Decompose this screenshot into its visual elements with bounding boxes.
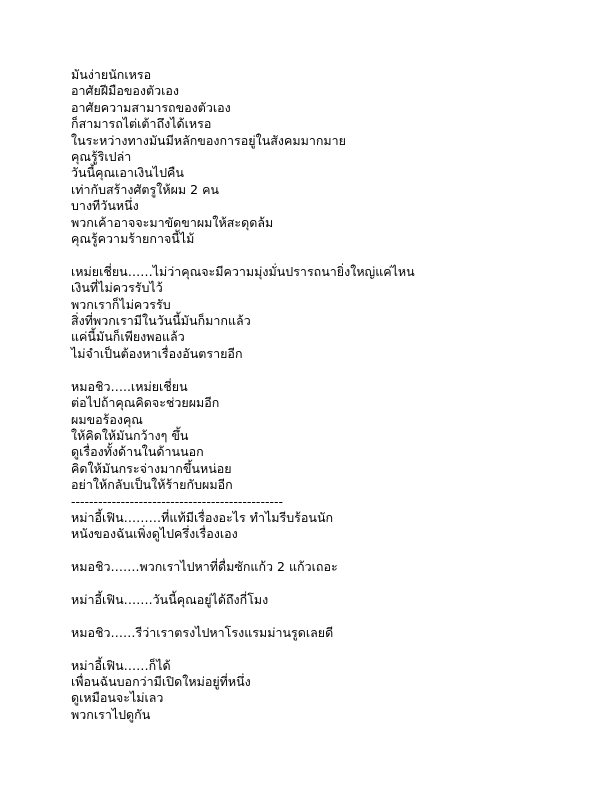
- text-line: มันง่ายนักเหรอ: [71, 67, 152, 82]
- text-line: อย่าให้กลับเป็นให้ร้ายกับผมอีก: [71, 477, 233, 493]
- paragraph-block: [71, 592, 571, 608]
- text-line: เพื่อนฉันบอกว่ามีเปิดใหม่อยู่ที่หนึ่ง: [71, 673, 251, 689]
- document-body: [71, 67, 571, 740]
- text-line: คุณรู้ริเปล่า: [71, 149, 132, 165]
- text-line: ผมขอร้องคุณ: [71, 411, 143, 427]
- text-line: สิ่งที่พวกเรามีในวันนี้มันก็มากแล้ว: [71, 313, 251, 329]
- text-line: ในระหว่างทางมันมีหลักของการอยู่ในสังคมมากมาย: [71, 132, 346, 148]
- separator-line: -----------------------------------------------: [71, 493, 283, 509]
- text-line: เหม่ยเชี่ยน……ไม่ว่าคุณจะมีความมุ่งมั่นปรารถนายิ่งใหญ่แค่ไหน: [71, 263, 415, 279]
- text-line: หมอชิว…….พวกเราไปหาที่ดื่มซักแก้ว 2 แก้วเถอะ: [71, 559, 338, 575]
- paragraph-block: [71, 264, 571, 362]
- text-line: คุณรู้ความร้ายกาจนี้ไม้: [71, 231, 195, 247]
- text-line: ก็สามารถไต่เต้าถึงได้เหรอ: [71, 116, 212, 132]
- text-line: วันนี้คุณเอาเงินไปคืน: [71, 165, 184, 181]
- text-line: อาศัยความสามารถของตัวเอง: [71, 99, 231, 115]
- text-line: อาศัยฝีมือของตัวเอง: [71, 83, 180, 99]
- text-line: เท่ากับสร้างศัตรูให้ผม 2 คน: [71, 181, 219, 197]
- paragraph-block: [71, 559, 571, 575]
- text-line: หม่าอี้เฟิน…….วันนี้คุณอยู่ได้ถึงกี่โมง: [71, 591, 269, 607]
- text-line: พวกเราก็ไม่ควรรับ: [71, 296, 171, 312]
- text-line: เงินที่ไม่ควรรับไว้: [71, 280, 163, 296]
- paragraph-block: [71, 625, 571, 641]
- text-line: หมอชิว…..เหม่ยเชี่ยน: [71, 378, 188, 394]
- text-line: แค่นี้มันก็เพียงพอแล้ว: [71, 329, 185, 345]
- text-line: ไม่จำเป็นต้องหาเรื่องอันตรายอีก: [71, 345, 243, 361]
- text-line: หนังของฉันเพิ่งดูไปครึ่งเรื่องเอง: [71, 526, 238, 542]
- text-line: ให้คิดให้มันกว้างๆ ขึ้น: [71, 427, 189, 443]
- paragraph-block: [71, 379, 571, 543]
- paragraph-block: [71, 658, 571, 724]
- text-line: หมอชิว……รีว่าเราตรงไปหาโรงแรมม่านรูดเลยดี: [71, 624, 334, 640]
- text-line: ดูเหมือนจะไม่เลว: [71, 690, 164, 706]
- text-line: บางทีวันหนึ่ง: [71, 198, 139, 214]
- text-line: หม่าอี้เฟิน……ก็ได้: [71, 657, 171, 673]
- paragraph-block: [71, 67, 571, 247]
- text-line: พวกเราไปดูกัน: [71, 706, 151, 722]
- text-line: พวกเค้าอาจจะมาขัดขาผมให้สะดุดล้ม: [71, 214, 274, 230]
- text-line: คิดให้มันกระจ่างมากขึ้นหน่อย: [71, 460, 232, 476]
- text-line: หม่าอี้เฟิน………ที่แท้มีเรื่องอะไร ทำไมรีบร้อนนัก: [71, 509, 334, 525]
- text-line: ต่อไปถ้าคุณคิดจะช่วยผมอีก: [71, 395, 220, 411]
- text-line: ดูเรื่องทั้งด้านในด้านนอก: [71, 444, 204, 460]
